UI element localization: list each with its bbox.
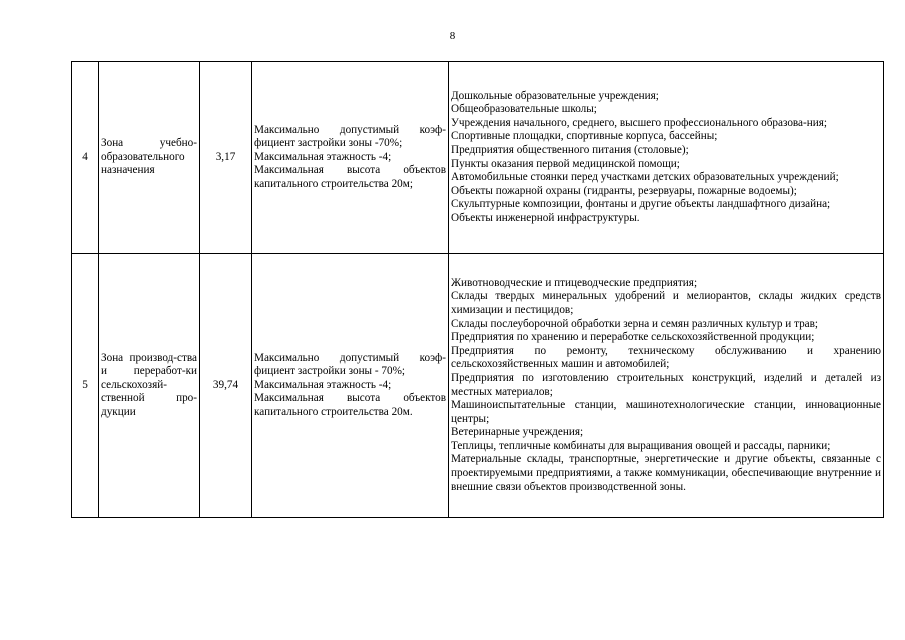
zone-area: 39,74 [200,254,252,518]
table-row [72,62,884,254]
use-item: Животноводческие и птицеводческие предприятия; [451,276,698,289]
use-item: Спортивные площадки, спортивные корпуса, бассейны; [451,130,718,143]
use-item: Пункты оказания первой медицинской помощи; [451,157,680,170]
use-item: Общеобразовательные школы; [451,103,597,116]
use-item: Склады твердых минеральных удобрений и мелиорантов, склады жидких средств химизации и пестицидов; [451,290,881,316]
zones-table [71,61,884,518]
use-item: Дошкольные образовательные учреждения; [451,89,659,102]
use-item: Скульптурные композиции, фонтаны и другие объекты ландшафтного дизайна; [451,198,831,211]
page-number: 8 [449,30,456,42]
use-item: Объекты пожарной охраны (гидранты, резервуары, пожарные водоемы); [451,184,797,197]
use-item: Автомобильные стоянки перед участками детских образовательных учреждений; [451,171,839,184]
use-item: Предприятия по хранению и переработке сельскохозяйственной продукции; [451,331,815,344]
parameter-item: Максимально допустимый коэф-фициент застройки зоны -70%; [254,123,446,150]
use-item: Предприятия по изготовлению строительных конструкций, изделий и деталей из местных материалов; [451,371,881,398]
permitted-uses [449,254,884,518]
parameter-item: Максимальная высота объектов капитального строительства 20м. [254,392,446,418]
use-item: Машиноиспытательные станции, машинотехнологические станции, инновационные центры; [451,399,881,425]
table-row [72,254,884,518]
parameter-item: Максимальная этажность -4; [254,150,392,163]
zone-name: Зона учебно-образовательного назначения [99,62,200,254]
use-item: Материальные склады, транспортные, энергетические и другие объекты, связанные с проектируемыми предприятиями, а также коммуникации, обеспечивающие внутренние и внешние связи объектов производственной зоны. [451,453,881,493]
zone-area: 3,17 [200,62,252,254]
parameter-item: Максимальная высота объектов капитального строительства 20м; [254,164,446,190]
use-item: Ветеринарные учреждения; [451,426,584,439]
zone-parameters [252,62,449,254]
zone-name: Зона производ-ства и переработ-ки сельскохозяй-ственной про-дукции [99,254,200,518]
use-item: Предприятия общественного питания (столовые); [451,143,689,156]
use-item: Склады послеуборочной обработки зерна и семян различных культур и трав; [451,317,819,330]
row-number: 4 [72,62,99,254]
use-item: Теплицы, тепличные комбинаты для выращивания овощей и рассады, парники; [451,439,831,452]
row-number: 5 [72,254,99,518]
parameter-item: Максимально допустимый коэф-фициент застройки зоны - 70%; [254,351,446,378]
use-item: Учреждения начального, среднего, высшего профессионального образова-ния; [451,116,827,129]
zone-parameters [252,254,449,518]
use-item: Предприятия по ремонту, техническому обслуживанию и хранению сельскохозяйственных машин и автомобилей; [451,344,881,371]
parameter-item: Максимальная этажность -4; [254,378,392,391]
permitted-uses [449,62,884,254]
use-item: Объекты инженерной инфраструктуры. [451,211,640,224]
